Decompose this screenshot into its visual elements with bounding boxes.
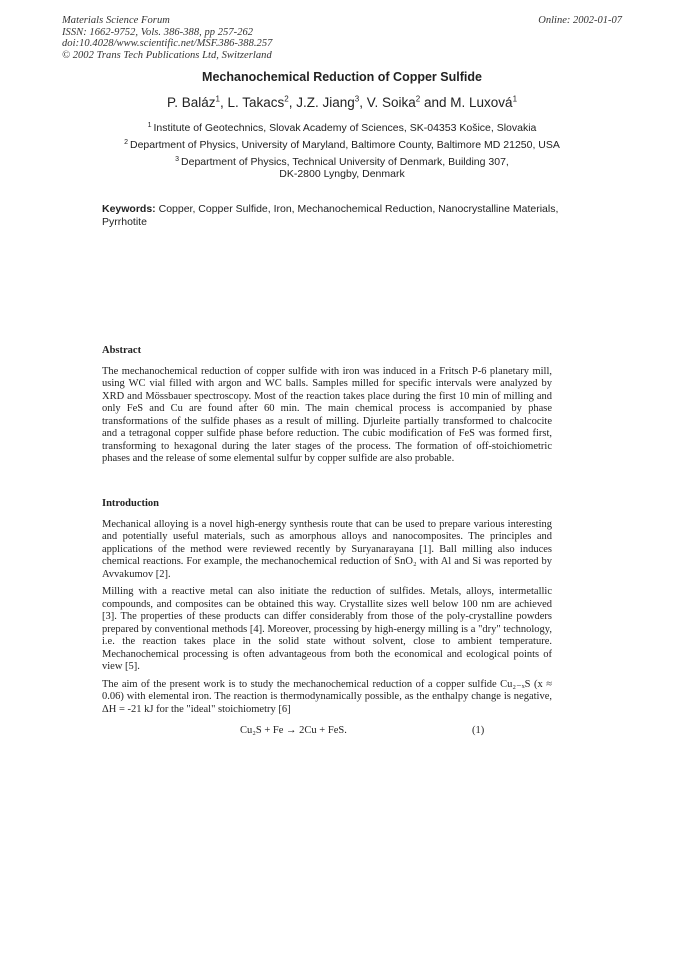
introduction-paragraph-1: Mechanical alloying is a novel high-energy synthesis route that can be used to prepare various interesting and potentially useful materials, such as amorphous alloys and nanocomposites. The principles and applications of the method were reviewed recently by Suryanarayana [1]. Ball milling also induces chemical reactions. For example, the mechanochemical reduction of SnO₂ with Al and Si was reported by Avvakumov [2]. (102, 518, 552, 580)
keywords-text: Copper, Copper Sulfide, Iron, Mechanochemical Reduction, Nanocrystalline Materials, Pyrrhotite (102, 203, 559, 228)
author-name: M. Luxová (450, 95, 513, 110)
affiliation-text-line2: DK-2800 Lyngby, Denmark (279, 168, 405, 180)
affiliation-text: Institute of Geotechnics, Slovak Academy of Sciences, SK-04353 Košice, Slovakia (153, 122, 537, 134)
introduction-heading: Introduction (102, 498, 159, 509)
author-affiliation-mark: 2 (284, 94, 289, 104)
journal-doi[interactable]: doi:10.4028/www.scientific.net/MSF.386-388.257 (62, 38, 273, 49)
author-name: L. Takacs (227, 95, 285, 110)
author-affiliation-mark: 1 (215, 94, 220, 104)
equation-expression: Cu₂S + Fe → 2Cu + FeS. (240, 725, 347, 736)
abstract-section (102, 345, 552, 471)
journal-copyright: © 2002 Trans Tech Publications Ltd, Switzerland (62, 49, 272, 61)
journal-issn: ISSN: 1662-9752, Vols. 386-388, pp 257-262 (62, 26, 254, 38)
keywords-label: Keywords: (102, 203, 156, 215)
introduction-paragraph-3: The aim of the present work is to study the mechanochemical reduction of a copper sulfide Cu₂₋ₓS (x ≈ 0.06) with elemental iron. The reaction is thermodynamically possible, as the enthalpy change is negative, ΔH = -21 kJ for the "ideal" stoichiometry [6] (102, 678, 552, 715)
introduction-section (102, 498, 552, 721)
affiliation-text: Department of Physics, Technical University of Denmark, Building 307, (181, 156, 509, 168)
abstract-heading: Abstract (102, 345, 142, 356)
affiliation-list (62, 122, 622, 180)
author-affiliation-mark: 1 (512, 94, 518, 104)
affiliation-mark: 2 (124, 138, 128, 146)
author-affiliation-mark: 2 (415, 94, 421, 104)
journal-info (62, 15, 422, 61)
affiliation-mark: 1 (147, 121, 152, 129)
author-name: J.Z. Jiang (296, 95, 355, 110)
affiliation (62, 139, 622, 151)
equation-number: (1) (472, 725, 485, 736)
author-separator: , (359, 95, 367, 110)
paper-title: Mechanochemical Reduction of Copper Sulfide (202, 70, 482, 84)
author-list (62, 95, 622, 111)
affiliation (62, 122, 622, 134)
author-name: V. Soika (366, 95, 416, 110)
author-affiliation-mark: 3 (354, 94, 360, 104)
keywords (102, 203, 572, 228)
introduction-paragraph-2: Milling with a reactive metal can also initiate the reduction of sulfides. Metals, alloys, intermetallic compounds, and composites can be obtained this way. Crystallite sizes well below 100 nm are achieved [3]. The properties of these products can differ considerably from those of the poly-crystalline powders prepared by conventional methods [4]. Moreover, processing by high-energy milling is a "dry" technology, i.e. the reaction takes place in the solid state without solvent, close to ambient temperature. Mechanochemical processing is often advantageous from both the economical and ecological points of view [5]. (102, 586, 552, 672)
author-separator: , (288, 95, 297, 110)
online-date: Online: 2002-01-07 (538, 15, 622, 26)
author-separator: and (420, 95, 451, 110)
author-separator: , (219, 95, 228, 110)
author-name: P. Baláz (166, 95, 216, 110)
abstract-text: The mechanochemical reduction of copper sulfide with iron was induced in a Fritsch P-6 planetary mill, using WC vial filled with argon and WC balls. Samples milled for specific intervals were analyzed by XRD and Mössbauer spectroscopy. Most of the reaction takes place during the first 10 min of milling and only FeS and Cu are found after 60 min. The main chemical process is accompanied by phase transformations of the sulfide phases as a result of milling. Djurleite partially transformed to chalcocite and a tetragonal copper sulfide phase before reduction. The cubic modification of FeS was formed first, transforming to hexagonal during the later stages of the process. The formation of off-stoichiometric phases and the release of some elemental sulfur by copper sulfide are also probable. (102, 365, 552, 464)
affiliation-mark: 3 (175, 155, 180, 163)
affiliation (62, 156, 622, 180)
affiliation-text: Department of Physics, University of Maryland, Baltimore County, Baltimore MD 21250, USA (130, 139, 560, 151)
journal-name: Materials Science Forum (62, 15, 170, 26)
